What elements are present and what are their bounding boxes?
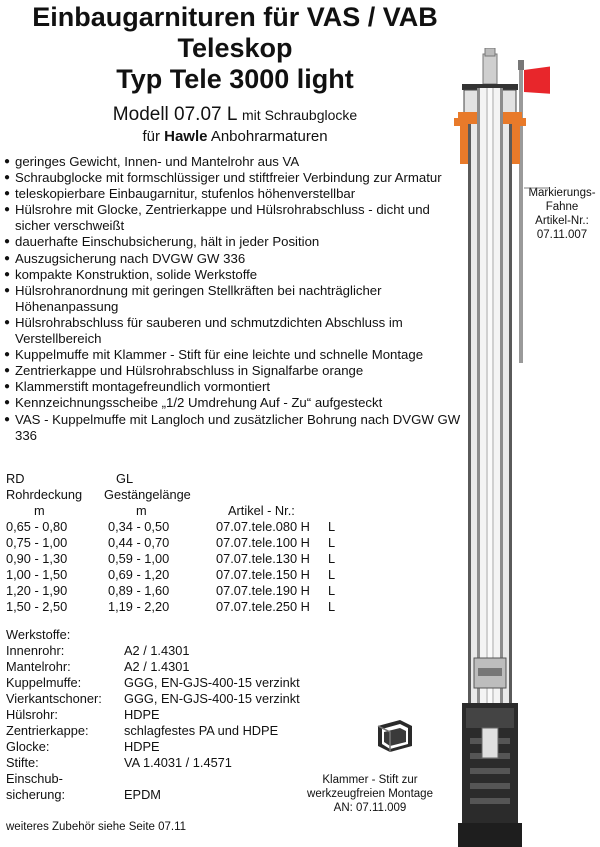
- clamp-pin-illustration: [370, 716, 416, 760]
- table-row: [6, 599, 335, 615]
- title-line-3: Typ Tele 3000 light: [116, 64, 354, 94]
- table-row: [6, 551, 335, 567]
- material-value: VA 1.4031 / 1.4571: [124, 755, 232, 770]
- cell-suffix: L: [328, 519, 336, 534]
- cell-suffix: L: [328, 599, 336, 614]
- material-value: EPDM: [124, 787, 161, 802]
- size-table: [6, 471, 335, 615]
- material-label: Hülsrohr:: [6, 707, 58, 722]
- material-value: schlagfestes PA und HDPE: [124, 723, 279, 738]
- material-value: GGG, EN-GJS-400-15 verzinkt: [124, 675, 300, 690]
- feature-item: ● Hülsrohrabschluss für sauberen und schmutzdichten Abschluss im Verstellbereich: [4, 315, 464, 347]
- material-row: [6, 739, 300, 755]
- page-title: [0, 2, 470, 95]
- flag-caption-line-4: 07.11.007: [536, 229, 588, 241]
- brand-name: Hawle: [164, 128, 208, 145]
- table-row: [6, 567, 335, 583]
- feature-item: ● Zentrierkappe und Hülsrohrabschluss in Signalfarbe orange: [4, 363, 464, 379]
- material-row: [6, 643, 300, 659]
- material-label: Zentrierkappe:: [6, 723, 89, 738]
- manufacturer-line: [0, 126, 470, 148]
- material-label: Kuppelmuffe:: [6, 675, 82, 690]
- clamp-caption-line-2: werkzeugfreien Montage: [307, 788, 433, 800]
- cell-suffix: L: [328, 551, 336, 566]
- material-label-part-1: Einschub-: [6, 771, 63, 786]
- cell-suffix: L: [328, 535, 336, 550]
- table-header-row: [6, 487, 335, 503]
- for-suffix: Anbohrarmaturen: [210, 128, 328, 145]
- feature-item: ● Schraubglocke mit formschlüssiger und stiftfreier Verbindung zur Armatur: [4, 170, 464, 186]
- cell-article: 07.07.tele.190 H: [216, 583, 310, 598]
- feature-item: ● VAS - Kuppelmuffe mit Langloch und zusätzlicher Bohrung nach DVGW GW 336: [4, 412, 464, 444]
- for-prefix: für: [142, 128, 160, 145]
- material-label: Innenrohr:: [6, 643, 65, 658]
- cell-article: 07.07.tele.100 H: [216, 535, 310, 550]
- materials-heading-row: [6, 627, 300, 643]
- cell-suffix: L: [328, 567, 336, 582]
- abbr-rd: RD: [6, 471, 25, 486]
- feature-item: ● kompakte Konstruktion, solide Werkstoffe: [4, 267, 464, 283]
- clamp-caption-line-3: AN: 07.11.009: [333, 802, 407, 814]
- table-row: [6, 519, 335, 535]
- material-row: [6, 755, 300, 771]
- abbr-gl: GL: [116, 471, 134, 486]
- materials-table: [6, 627, 300, 803]
- material-value: GGG, EN-GJS-400-15 verzinkt: [124, 691, 300, 706]
- marker-flag: [524, 66, 550, 94]
- cell-article: 07.07.tele.080 H: [216, 519, 310, 534]
- cell-article: 07.07.tele.250 H: [216, 599, 310, 614]
- feature-item: ● Kuppelmuffe mit Klammer - Stift für eine leichte und schnelle Montage: [4, 347, 464, 363]
- material-row: [6, 659, 300, 675]
- flag-caption-line-2: Fahne: [545, 201, 579, 213]
- materials-heading: Werkstoffe:: [6, 627, 71, 642]
- material-label-part-2: sicherung:: [6, 787, 66, 802]
- cell-gl: 0,89 - 1,60: [108, 583, 170, 598]
- cell-gl: 0,59 - 1,00: [108, 551, 170, 566]
- model-name: Modell 07.07 L: [112, 104, 237, 125]
- material-value: A2 / 1.4301: [124, 643, 190, 658]
- cell-rd: 0,65 - 0,80: [6, 519, 68, 534]
- table-row: [6, 583, 335, 599]
- feature-item: ● dauerhafte Einschubsicherung, hält in jeder Position: [4, 234, 464, 250]
- clamp-caption-line-1: Klammer - Stift zur: [322, 774, 418, 786]
- assembly-illustration: [440, 48, 550, 847]
- model-line: [0, 104, 470, 126]
- material-row: [6, 787, 300, 803]
- material-value: A2 / 1.4301: [124, 659, 190, 674]
- feature-item: ● Hülsrohre mit Glocke, Zentrierkappe und Hülsrohrabschluss - dicht und sicher verschweißt: [4, 202, 464, 234]
- cell-suffix: L: [328, 583, 336, 598]
- feature-item: ● Hülsrohranordnung mit geringen Stellkräften bei nachträglicher Höhenanpassung: [4, 283, 464, 315]
- header-gl: Gestängelänge: [104, 487, 191, 502]
- material-label: Mantelrohr:: [6, 659, 71, 674]
- feature-item: ● geringes Gewicht, Innen- und Mantelrohr aus VA: [4, 154, 464, 170]
- cell-gl: 0,69 - 1,20: [108, 567, 170, 582]
- feature-item: ● Auszugsicherung nach DVGW GW 336: [4, 251, 464, 267]
- material-label: Vierkantschoner:: [6, 691, 102, 706]
- cell-gl: 1,19 - 2,20: [108, 599, 170, 614]
- cell-rd: 0,90 - 1,30: [6, 551, 68, 566]
- table-unit-row: [6, 503, 335, 519]
- material-row: [6, 691, 300, 707]
- cell-gl: 0,34 - 0,50: [108, 519, 170, 534]
- cell-article: 07.07.tele.150 H: [216, 567, 310, 582]
- material-row: [6, 675, 300, 691]
- title-line-2: Teleskop: [177, 33, 293, 63]
- cell-rd: 1,20 - 1,90: [6, 583, 68, 598]
- header-article: Artikel - Nr.:: [228, 503, 295, 518]
- unit-rd: m: [34, 503, 45, 518]
- feature-item: ● teleskopierbare Einbaugarnitur, stufenlos höhenverstellbar: [4, 186, 464, 202]
- material-row: [6, 771, 300, 787]
- material-row: [6, 723, 300, 739]
- table-abbr-row: [6, 471, 335, 487]
- cell-article: 07.07.tele.130 H: [216, 551, 310, 566]
- clamp-caption: [290, 773, 450, 815]
- cell-rd: 1,50 - 2,50: [6, 599, 68, 614]
- material-row: [6, 707, 300, 723]
- subtitle: [0, 104, 470, 148]
- material-value: HDPE: [124, 739, 160, 754]
- square-key: [483, 54, 497, 84]
- material-value: HDPE: [124, 707, 160, 722]
- flag-caption-line-1: Markierungs-: [528, 187, 596, 199]
- material-label: Glocke:: [6, 739, 50, 754]
- cell-rd: 0,75 - 1,00: [6, 535, 68, 550]
- cell-gl: 0,44 - 0,70: [108, 535, 170, 550]
- marker-rod: [519, 63, 523, 363]
- flag-caption-line-3: Artikel-Nr.:: [535, 215, 589, 227]
- feature-list: [4, 154, 464, 444]
- feature-item: ● Kennzeichnungsscheibe „1/2 Umdrehung Auf - Zu“ aufgesteckt: [4, 395, 464, 411]
- cell-rd: 1,00 - 1,50: [6, 567, 68, 582]
- footnote: weiteres Zubehör siehe Seite 07.11: [6, 821, 187, 833]
- header-rd: Rohrdeckung: [6, 487, 83, 502]
- title-line-1: Einbaugarnituren für VAS / VAB: [32, 2, 438, 32]
- model-suffix: mit Schraubglocke: [242, 107, 358, 123]
- unit-gl: m: [136, 503, 147, 518]
- table-row: [6, 535, 335, 551]
- feature-item: ● Klammerstift montagefreundlich vormontiert: [4, 379, 464, 395]
- material-label: Stifte:: [6, 755, 39, 770]
